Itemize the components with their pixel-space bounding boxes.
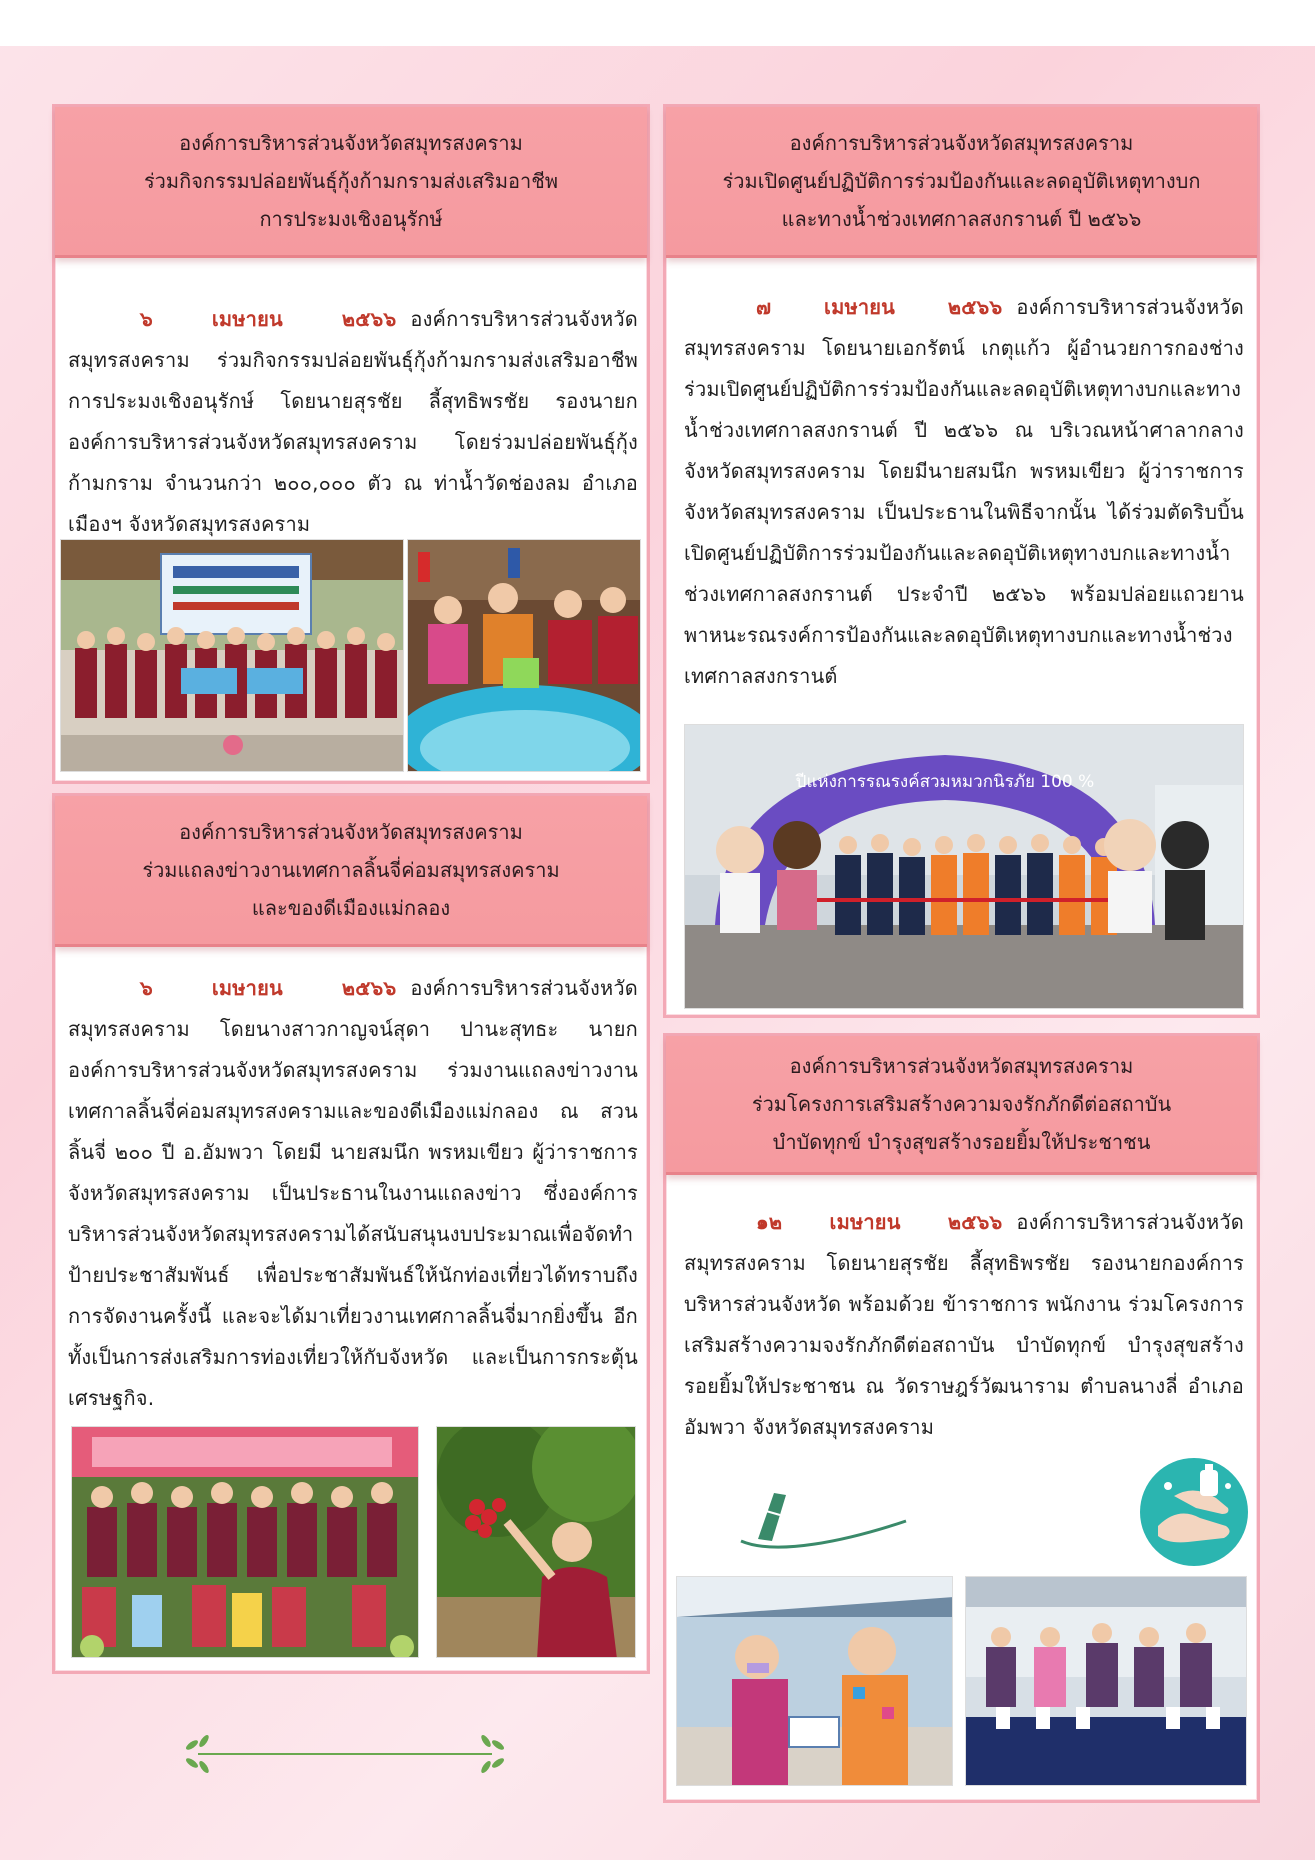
card-title-line: องค์การบริหารส่วนจังหวัดสมุทรสงคราม: [179, 131, 523, 155]
card-loyalty-project: [663, 1033, 1260, 1803]
card-title-line: การประมงเชิงอนุรักษ์: [259, 207, 443, 231]
photo-handover-gift: [676, 1576, 953, 1786]
photo-shrimp-release-tank: [407, 539, 641, 772]
card-title-line: องค์การบริหารส่วนจังหวัดสมุทรสงคราม: [179, 820, 523, 844]
arch-banner-text: ปีแห่งการรณรงค์สวมหมวกนิรภัย 100 %: [795, 772, 1095, 792]
photo-group-with-banners: [60, 539, 404, 772]
card-header: [666, 1036, 1257, 1175]
card-title-line: บำบัดทุกข์ บำรุงสุขสร้างรอยยิ้มให้ประชาชน: [772, 1130, 1151, 1154]
card-title-line: ร่วมแถลงข่าวงานเทศกาลลิ้นจี่ค่อมสมุทรสงคราม: [142, 858, 560, 882]
card-title-line: และทางน้ำช่วงเทศกาลสงกรานต์ ปี ๒๕๖๖: [781, 207, 1142, 231]
article-body: [68, 968, 638, 1419]
article-date: ๖ เมษายน ๒๕๖๖: [140, 307, 397, 331]
handwash-icon: [1138, 1456, 1250, 1568]
card-title-line: องค์การบริหารส่วนจังหวัดสมุทรสงคราม: [789, 131, 1134, 155]
leaf-divider-icon: [180, 1731, 510, 1777]
pen-swirl-icon: [736, 1481, 916, 1561]
article-body: [684, 1202, 1244, 1448]
article-text: องค์การบริหารส่วนจังหวัดสมุทรสงคราม โดยนายสุรชัย ลี้สุทธิพรชัย รองนายกองค์การบริหารส่วนจังหวัด พร้อมด้วย ข้าราชการ พนักงาน ร่วมโครงการเสริมสร้างความจงรักภักดีต่อสถาบัน บำบัดทุกข์ บำรุงสุขสร้างรอยยิ้มให้ประชาชน ณ วัดราษฎร์วัฒนาราม ตำบลนางลี่ อำเภออัมพวา จังหวัดสมุทรสงคราม: [684, 1210, 1244, 1439]
article-date: ๖ เมษายน ๒๕๖๖: [140, 976, 397, 1000]
photo-booth-table: [965, 1576, 1247, 1786]
article-date: ๗ เมษายน ๒๕๖๖: [756, 295, 1003, 319]
card-title-line: ร่วมโครงการเสริมสร้างความจงรักภักดีต่อสถาบัน: [751, 1092, 1172, 1116]
article-body: [68, 299, 638, 545]
card-header: [55, 796, 647, 947]
article-text: องค์การบริหารส่วนจังหวัดสมุทรสงคราม โดยนายเอกรัตน์ เกตุแก้ว ผู้อำนวยการกองช่าง ร่วมเปิดศูนย์ปฏิบัติการร่วมป้องกันและลดอุบัติเหตุทางบกและทางน้ำช่วงเทศกาลสงกรานต์ ปี ๒๕๖๖ ณ บริเวณหน้าศาลากลางจังหวัดสมุทรสงคราม โดยมีนายสมนึก พรหมเขียว ผู้ว่าราชการจังหวัดสมุทรสงคราม เป็นประธานในพิธีจากนั้น ได้ร่วมตัดริบบิ้นเปิดศูนย์ปฏิบัติการร่วมป้องกันและลดอุบัติเหตุทางบกและทางน้ำช่วงเทศกาลสงกรานต์ ประจำปี ๒๕๖๖ พร้อมปล่อยแถวยานพาหนะรณรงค์การป้องกันและลดอุบัติเหตุทางบกและทางน้ำช่วงเทศกาลสงกรานต์: [684, 295, 1244, 688]
card-shrimp-release: [52, 104, 650, 784]
card-title-line: ร่วมกิจกรรมปล่อยพันธุ์กุ้งก้ามกรามส่งเสริมอาชีพ: [143, 169, 559, 193]
article-text: องค์การบริหารส่วนจังหวัดสมุทรสงคราม โดยนางสาวกาญจน์สุดา ปานะสุทธะ นายกองค์การบริหารส่วนจังหวัดสมุทรสงคราม ร่วมงานแถลงข่าวงานเทศกาลลิ้นจี่ค่อมสมุทรสงครามและของดีเมืองแม่กลอง ณ สวนลิ้นจี่ ๒๐๐ ปี อ.อัมพวา โดยมี นายสมนึก พรหมเขียว ผู้ว่าราชการจังหวัดสมุทรสงคราม เป็นประธานในงานแถลงข่าว ซึ่งองค์การบริหารส่วนจังหวัดสมุทรสงครามได้สนับสนุนงบประมาณเพื่อจัดทำป้ายประชาสัมพันธ์ เพื่อประชาสัมพันธ์ให้นักท่องเที่ยวได้ทราบถึงการจัดงานครั้งนี้ และจะได้มาเที่ยวงานเทศกาลลิ้นจี่มากยิ่งขึ้น อีกทั้งเป็นการส่งเสริมการท่องเที่ยวให้กับจังหวัด และเป็นการกระตุ้นเศรษฐกิจ.: [68, 976, 638, 1410]
top-white-band: [0, 0, 1315, 46]
card-title-line: ร่วมเปิดศูนย์ปฏิบัติการร่วมป้องกันและลดอุบัติเหตุทางบก: [722, 169, 1201, 193]
card-lychee-festival: [52, 793, 650, 1674]
photo-lychee-group: [71, 1426, 419, 1658]
card-songkran-center: [663, 104, 1260, 1018]
card-title-line: องค์การบริหารส่วนจังหวัดสมุทรสงคราม: [789, 1054, 1134, 1078]
photo-lychee-tree: [436, 1426, 636, 1658]
card-header: [55, 107, 647, 258]
article-date: ๑๒ เมษายน ๒๕๖๖: [756, 1210, 1003, 1234]
photo-ribbon-cutting-arch: [684, 724, 1244, 1009]
article-body: [684, 287, 1244, 697]
article-text: องค์การบริหารส่วนจังหวัดสมุทรสงคราม ร่วมกิจกรรมปล่อยพันธุ์กุ้งก้ามกรามส่งเสริมอาชีพการประมงเชิงอนุรักษ์ โดยนายสุรชัย ลี้สุทธิพรชัย รองนายกองค์การบริหารส่วนจังหวัดสมุทรสงคราม โดยร่วมปล่อยพันธุ์กุ้งก้ามกราม จำนวนกว่า ๒๐๐,๐๐๐ ตัว ณ ท่าน้ำวัดช่องลม อำเภอเมืองฯ จังหวัดสมุทรสงคราม: [68, 307, 638, 536]
card-title-line: และของดีเมืองแม่กลอง: [251, 896, 451, 920]
card-header: [666, 107, 1257, 258]
